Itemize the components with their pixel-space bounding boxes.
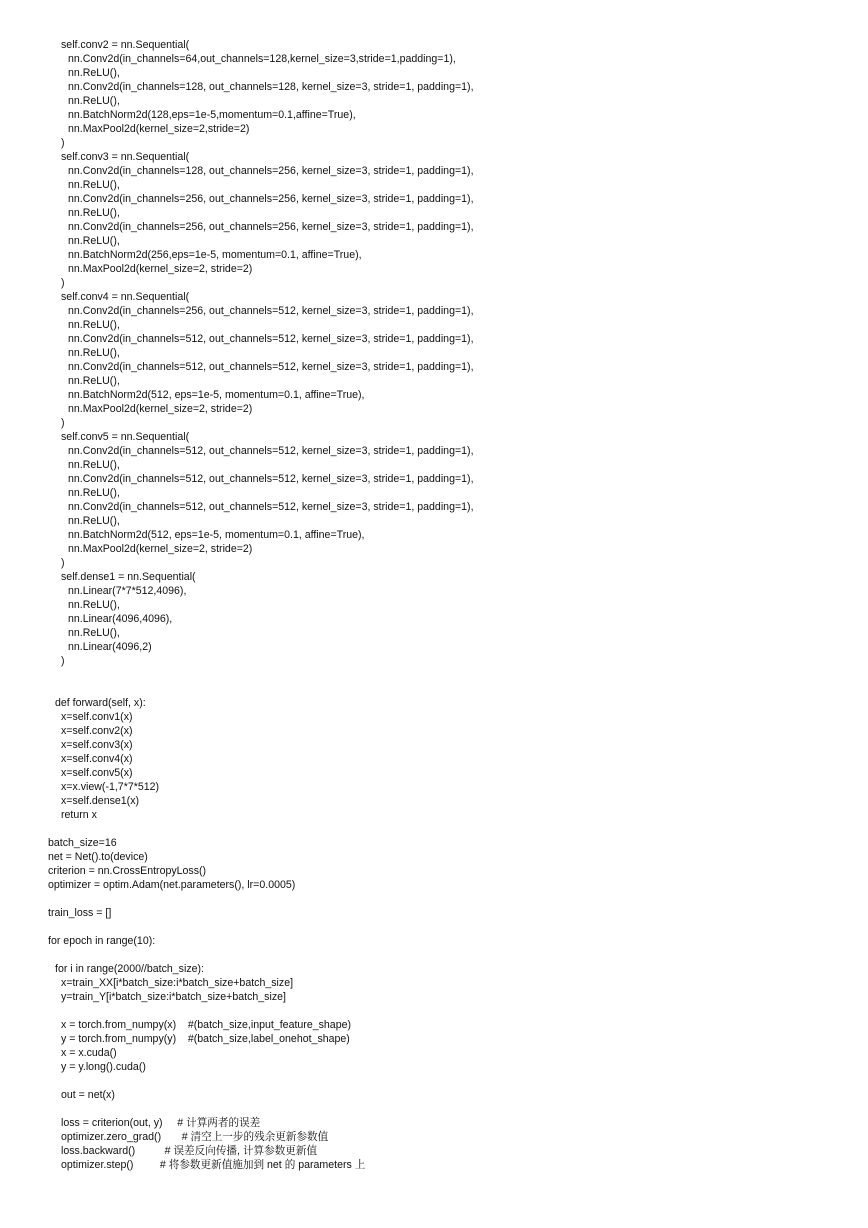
code-line: x=self.conv2(x) [61,725,133,737]
code-line: nn.Conv2d(in_channels=512, out_channels=512, kernel_size=3, stride=1, padding=1), [68,333,474,345]
code-line: for epoch in range(10): [48,935,156,947]
code-line: nn.ReLU(), [68,319,120,331]
code-line: nn.Conv2d(in_channels=128, out_channels=256, kernel_size=3, stride=1, padding=1), [68,165,474,177]
code-line: optimizer.step() # 将参数更新值施加到 net 的 parameters 上 [61,1159,366,1171]
code-line: def forward(self, x): [55,697,146,709]
code-line: nn.Conv2d(in_channels=256, out_channels=512, kernel_size=3, stride=1, padding=1), [68,305,474,317]
code-line: ) [61,137,65,149]
blank-line [0,668,868,682]
code-line: nn.Conv2d(in_channels=512, out_channels=512, kernel_size=3, stride=1, padding=1), [68,501,474,513]
code-line: nn.Conv2d(in_channels=512, out_channels=512, kernel_size=3, stride=1, padding=1), [68,473,474,485]
code-line: self.conv5 = nn.Sequential( [61,431,190,443]
code-line: x=train_XX[i*batch_size:i*batch_size+batch_size] [61,977,294,989]
blank-line [0,822,868,836]
code-line: nn.ReLU(), [68,235,120,247]
code-line: optimizer.zero_grad() # 清空上一步的残余更新参数值 [61,1131,329,1143]
code-line: x = torch.from_numpy(x) #(batch_size,input_feature_shape) [61,1019,352,1031]
code-line: nn.MaxPool2d(kernel_size=2, stride=2) [68,403,253,415]
code-line: nn.ReLU(), [68,95,120,107]
code-line: self.dense1 = nn.Sequential( [61,571,196,583]
code-line: net = Net().to(device) [48,851,148,863]
code-line: y = torch.from_numpy(y) #(batch_size,label_onehot_shape) [61,1033,350,1045]
code-line: batch_size=16 [48,837,117,849]
code-line: nn.ReLU(), [68,67,120,79]
code-line: nn.MaxPool2d(kernel_size=2, stride=2) [68,543,253,555]
code-line: nn.ReLU(), [68,487,120,499]
code-line: ) [61,417,65,429]
code-line: x = x.cuda() [61,1047,117,1059]
code-line: nn.Linear(4096,4096), [68,613,173,625]
code-line: optimizer = optim.Adam(net.parameters(), lr=0.0005) [48,879,296,891]
code-line: criterion = nn.CrossEntropyLoss() [48,865,207,877]
code-line: self.conv3 = nn.Sequential( [61,151,190,163]
code-line: out = net(x) [61,1089,115,1101]
code-line: x=self.dense1(x) [61,795,140,807]
blank-line [0,1102,868,1116]
code-line: loss.backward() # 误差反向传播, 计算参数更新值 [61,1145,318,1157]
code-line: return x [61,809,97,821]
code-line: ) [61,655,65,667]
code-line: nn.Conv2d(in_channels=256, out_channels=256, kernel_size=3, stride=1, padding=1), [68,221,474,233]
code-line: loss = criterion(out, y) # 计算两者的误差 [61,1117,261,1129]
code-line: nn.ReLU(), [68,599,120,611]
code-line: nn.Conv2d(in_channels=512, out_channels=512, kernel_size=3, stride=1, padding=1), [68,361,474,373]
code-line: x=self.conv5(x) [61,767,133,779]
code-line: nn.ReLU(), [68,347,120,359]
code-line: nn.ReLU(), [68,459,120,471]
code-line: x=self.conv3(x) [61,739,133,751]
code-line: x=self.conv4(x) [61,753,133,765]
code-line: nn.Linear(4096,2) [68,641,152,653]
code-line: for i in range(2000//batch_size): [55,963,204,975]
blank-line [0,948,868,962]
code-line: nn.Conv2d(in_channels=128, out_channels=128, kernel_size=3, stride=1, padding=1), [68,81,474,93]
code-line: nn.BatchNorm2d(512, eps=1e-5, momentum=0.1, affine=True), [68,389,365,401]
code-line: nn.Conv2d(in_channels=256, out_channels=256, kernel_size=3, stride=1, padding=1), [68,193,474,205]
blank-line [0,892,868,906]
blank-line [0,682,868,696]
code-line: nn.ReLU(), [68,179,120,191]
code-line: ) [61,557,65,569]
blank-line [0,1004,868,1018]
code-line: nn.ReLU(), [68,627,120,639]
code-line: self.conv2 = nn.Sequential( [61,39,190,51]
code-line: nn.Linear(7*7*512,4096), [68,585,187,597]
code-line: nn.Conv2d(in_channels=512, out_channels=512, kernel_size=3, stride=1, padding=1), [68,445,474,457]
document-page [0,38,868,1172]
code-line: nn.ReLU(), [68,207,120,219]
code-line: x=self.conv1(x) [61,711,133,723]
code-line: nn.BatchNorm2d(512, eps=1e-5, momentum=0.1, affine=True), [68,529,365,541]
code-line: nn.Conv2d(in_channels=64,out_channels=128,kernel_size=3,stride=1,padding=1), [68,53,456,65]
blank-line [0,920,868,934]
blank-line [0,1074,868,1088]
code-line: nn.MaxPool2d(kernel_size=2, stride=2) [68,263,253,275]
code-line: y=train_Y[i*batch_size:i*batch_size+batch_size] [61,991,286,1003]
code-line: self.conv4 = nn.Sequential( [61,291,190,303]
code-line: nn.ReLU(), [68,375,120,387]
code-line: nn.BatchNorm2d(128,eps=1e-5,momentum=0.1,affine=True), [68,109,356,121]
code-line: nn.MaxPool2d(kernel_size=2,stride=2) [68,123,250,135]
code-line: nn.BatchNorm2d(256,eps=1e-5, momentum=0.1, affine=True), [68,249,362,261]
code-line: y = y.long().cuda() [61,1061,146,1073]
code-line: nn.ReLU(), [68,515,120,527]
code-line: x=x.view(-1,7*7*512) [61,781,160,793]
code-line: train_loss = [] [48,907,112,919]
code-line: ) [61,277,65,289]
